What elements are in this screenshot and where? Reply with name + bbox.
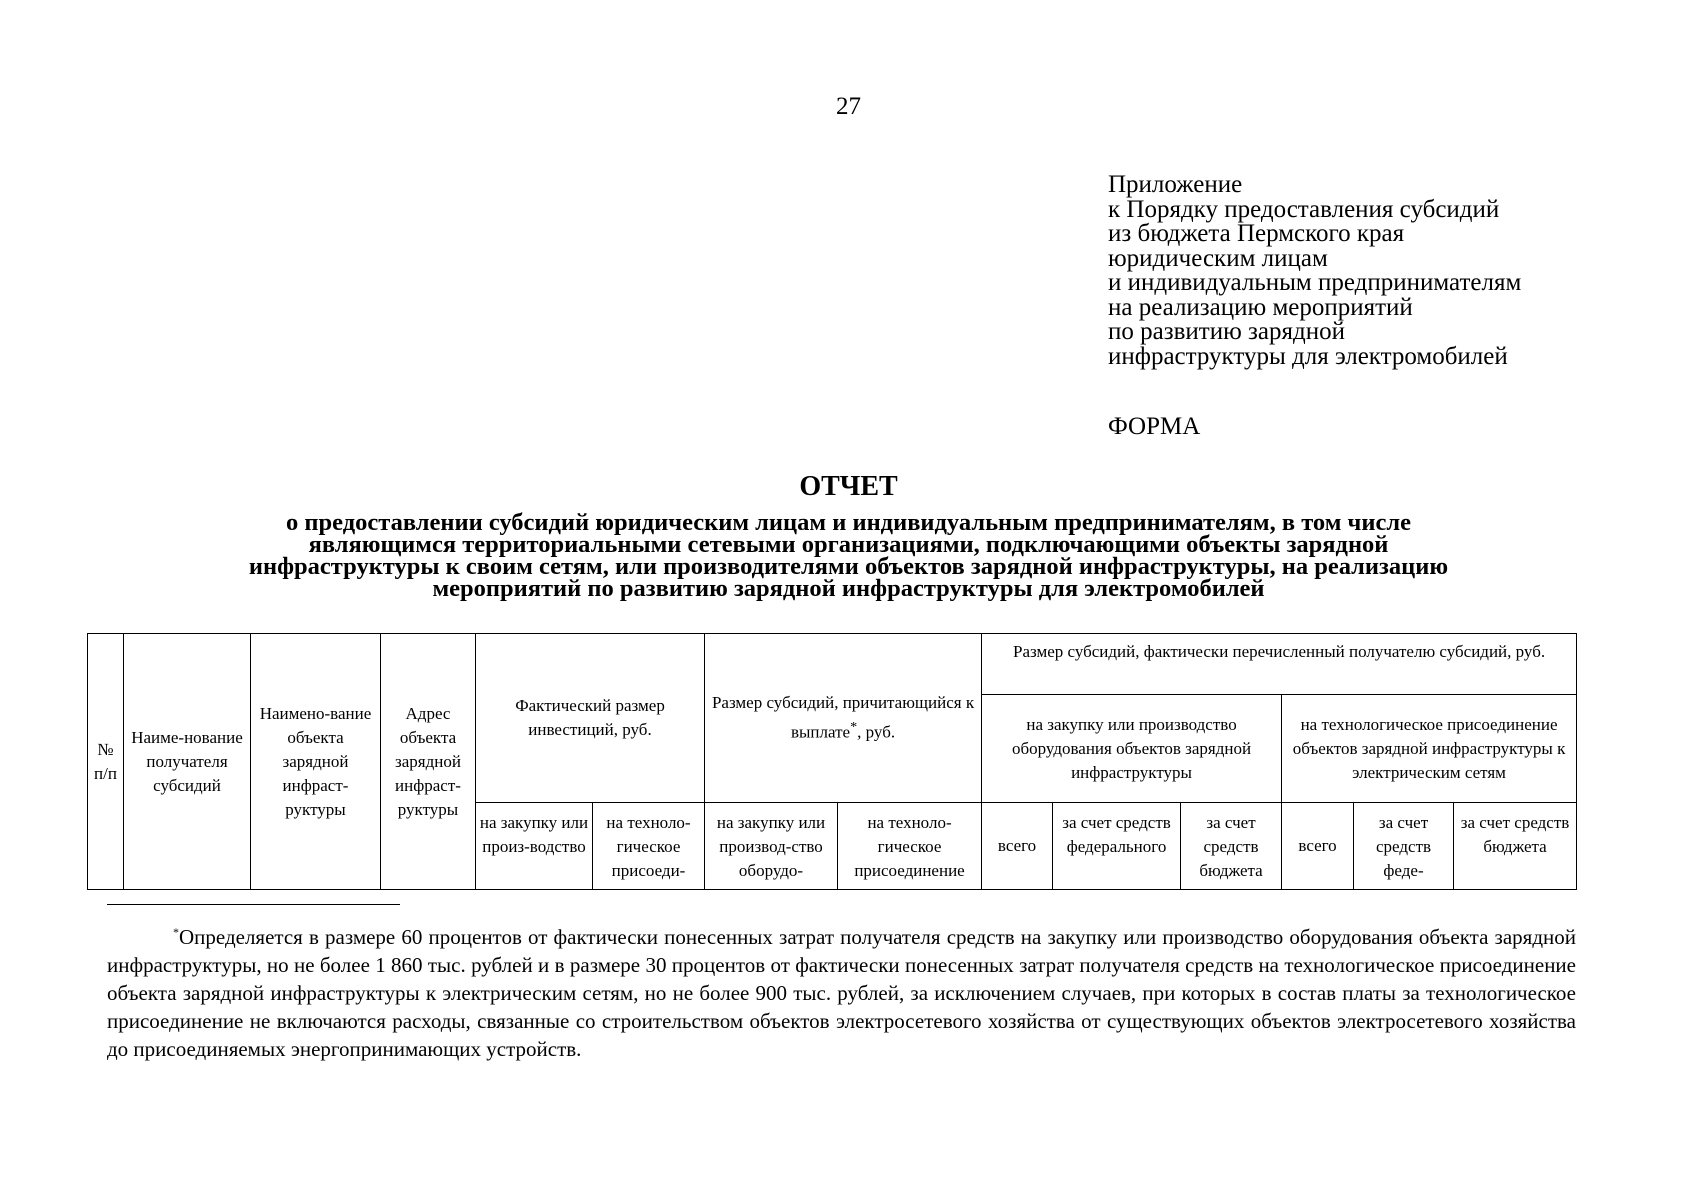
appendix-line: инфраструктуры для электромобилей	[1108, 342, 1508, 370]
header-due-unit: , руб.	[857, 722, 896, 742]
appendix-line: и индивидуальным предпринимателям	[1108, 269, 1522, 296]
footnote-divider	[107, 904, 400, 905]
footnote-text: Определяется в размере 60 процентов от фактически понесенных затрат получателя средств на закупку или производство оборудования объекта зарядной инфраструктуры, но не более 1 860 тыс. рублей и в размере 30 процентов от фактически понесенных затрат получателя средств на технологическое присоединение объекта зарядной инфраструктуры к электрическим сетям, но не более 900 тыс. рублей, за исключением случаев, при которых в состав платы за технологическое присоединение не включаются расходы, связанные со строительством объектов электросетевого хозяйства от существующих объектов электросетевого хозяйства до присоединяемых энергопринимающих устройств.	[107, 925, 1576, 1061]
header-due-purchase: на закупку или производ-ство оборудо-	[705, 803, 838, 890]
report-title: ОТЧЕТ	[799, 471, 898, 502]
footnote	[107, 918, 1576, 1063]
header-number: № п/п	[88, 634, 124, 890]
header-paid-subsidy: Размер субсидий, фактически перечисленный получателю субсидий, руб.	[982, 634, 1577, 695]
header-con-budget: за счет средств бюджета	[1454, 803, 1577, 890]
subtitle-line: являющимся территориальными сетевыми организациями, подключающими объекты зарядной	[308, 531, 1389, 558]
appendix-line: юридическим лицам	[1108, 244, 1328, 272]
form-label: ФОРМА	[1108, 413, 1201, 440]
appendix-line: на реализацию мероприятий	[1108, 293, 1413, 321]
subtitle-line: мероприятий по развитию зарядной инфраструктуры для электромобилей	[432, 575, 1265, 602]
header-paid-connection: на технологическое присоединение объектов зарядной инфраструктуры к электрическим сетям	[1282, 695, 1577, 803]
appendix-line: по развитию зарядной	[1108, 318, 1345, 345]
subtitle-line: о предоставлении субсидий юридическим лицам и индивидуальным предпринимателям, в том числе	[286, 509, 1411, 536]
header-eq-total: всего	[982, 803, 1053, 890]
header-con-total: всего	[1282, 803, 1354, 890]
appendix-line: к Порядку предоставления субсидий	[1108, 195, 1500, 223]
header-inv-connection: на техноло-гическое присоеди-	[593, 803, 705, 890]
header-recipient: Наиме-нование получателя субсидий	[124, 634, 251, 890]
footnote-reference-mark: *	[850, 719, 858, 736]
header-eq-federal: за счет средств федерального	[1053, 803, 1181, 890]
page-number: 27	[836, 93, 861, 120]
header-inv-purchase: на закупку или произ-водство	[476, 803, 593, 890]
subtitle-line: инфраструктуры к своим сетям, или производителями объектов зарядной инфраструктуры, на реализацию	[248, 553, 1449, 580]
footnote-mark: *	[173, 925, 179, 939]
header-object-address: Адрес объекта зарядной инфраст-руктуры	[381, 634, 476, 890]
header-paid-equipment: на закупку или производство оборудования объектов зарядной инфраструктуры	[982, 695, 1282, 803]
header-due-text: Размер субсидий, причитающийся к выплате	[711, 693, 975, 742]
report-table	[87, 633, 1577, 890]
header-eq-budget: за счет средств бюджета	[1181, 803, 1282, 890]
header-con-federal: за счет средств феде-	[1354, 803, 1454, 890]
report-subtitle	[140, 509, 1557, 602]
header-investment: Фактический размер инвестиций, руб.	[476, 634, 705, 803]
appendix-line: Приложение	[1108, 171, 1243, 198]
header-due-subsidy	[705, 634, 982, 803]
appendix-block	[1108, 173, 1521, 369]
appendix-line: из бюджета Пермского края	[1108, 220, 1405, 247]
header-due-connection: на техноло-гическое присоединение	[838, 803, 982, 890]
header-object-name: Наимено-вание объекта зарядной инфраст-руктуры	[251, 634, 381, 890]
